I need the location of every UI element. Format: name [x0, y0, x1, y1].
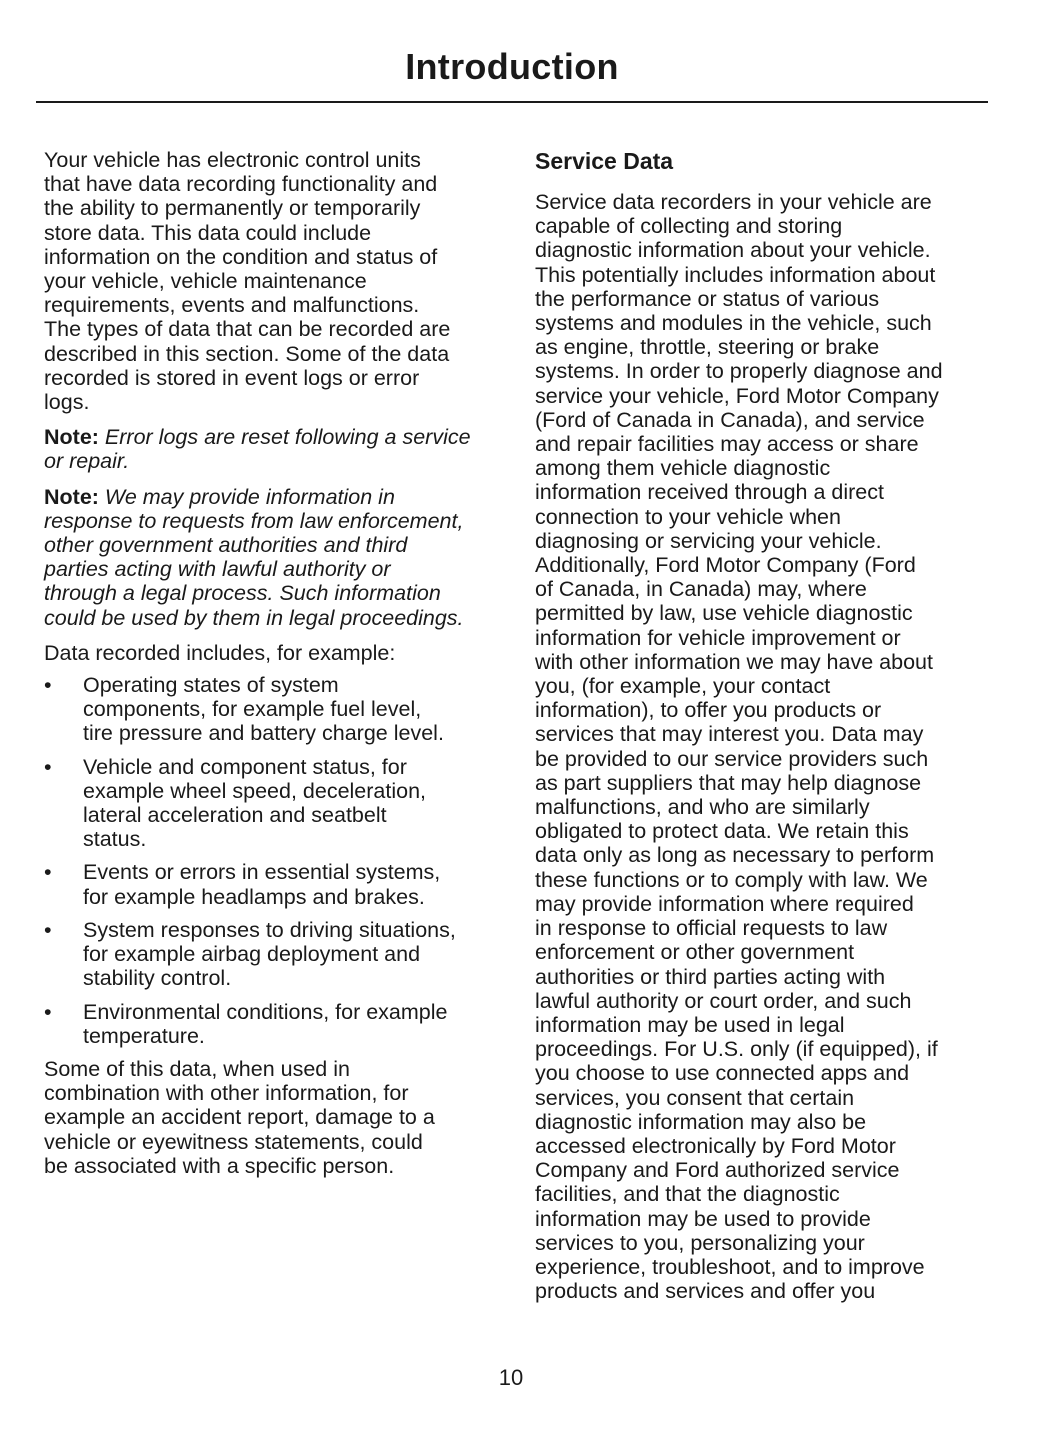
text-line: products and services and offer you	[535, 1279, 876, 1304]
text-line: (Ford of Canada in Canada), and service	[535, 407, 925, 432]
text-line: services that may interest you. Data may	[535, 722, 924, 747]
note-label: Note:	[44, 425, 99, 450]
text-line: systems and modules in the vehicle, such	[535, 311, 932, 336]
page-title: Introduction	[405, 46, 619, 87]
text-line: experience, troubleshoot, and to improve	[535, 1254, 925, 1279]
closing-paragraph	[44, 1057, 494, 1178]
text-line: stability control.	[83, 966, 232, 991]
text-line: Environmental conditions, for example	[83, 999, 448, 1024]
text-line: of Canada, in Canada) may, where	[535, 577, 867, 602]
text-line	[44, 485, 494, 509]
text-line: information received through a direct	[535, 480, 884, 505]
note-text: We may provide information in	[104, 484, 395, 509]
text-line: System responses to driving situations,	[83, 917, 456, 942]
note-text: Error logs are reset following a service	[104, 425, 471, 450]
text-line: could be used by them in legal proceedings.	[44, 605, 464, 630]
bullet-icon: •	[44, 999, 52, 1024]
text-line: requirements, events and malfunctions.	[44, 293, 420, 318]
text-line: accessed electronically by Ford Motor	[535, 1133, 896, 1158]
intro-paragraph	[44, 148, 494, 414]
list-intro: Data recorded includes, for example:	[44, 640, 396, 665]
text-line: components, for example fuel level,	[83, 697, 422, 722]
list-item	[44, 918, 494, 991]
text-line: information on the condition and status of	[44, 244, 438, 269]
text-line: enforcement or other government	[535, 940, 855, 965]
text-line: vehicle or eyewitness statements, could	[44, 1129, 423, 1154]
text-line: diagnostic information about your vehicle.	[535, 238, 931, 263]
text-line: status.	[83, 827, 147, 852]
bullet-icon: •	[44, 673, 52, 698]
text-line: data only as long as necessary to perform	[535, 843, 935, 868]
text-line: for example headlamps and brakes.	[83, 884, 425, 909]
text-line: other government authorities and third	[44, 533, 408, 558]
text-line: example an accident report, damage to a	[44, 1105, 435, 1130]
text-line: temperature.	[83, 1023, 205, 1048]
text-line: store data. This data could include	[44, 220, 372, 245]
text-line: in response to official requests to law	[535, 916, 888, 941]
text-line: the ability to permanently or temporarily	[44, 196, 421, 221]
text-line: through a legal process. Such information	[44, 581, 441, 606]
text-line: lateral acceleration and seatbelt	[83, 803, 387, 828]
text-line: diagnostic information may also be	[535, 1109, 867, 1134]
text-line: diagnosing or servicing your vehicle.	[535, 528, 882, 553]
text-line: Some of this data, when used in	[44, 1056, 350, 1081]
text-line: authorities or third parties acting with	[535, 964, 886, 989]
text-line: that have data recording functionality and	[44, 172, 438, 197]
list-item	[44, 673, 494, 746]
text-line: described in this section. Some of the data	[44, 341, 450, 366]
text-line: Vehicle and component status, for	[83, 754, 407, 779]
text-line: Company and Ford authorized service	[535, 1158, 900, 1183]
text-line: and repair facilities may access or share	[535, 432, 919, 457]
text-line: be provided to our service providers such	[535, 746, 929, 771]
section-heading-service-data: Service Data	[535, 148, 674, 174]
text-line: information for vehicle improvement or	[535, 625, 901, 650]
text-line: may provide information where required	[535, 891, 914, 916]
text-line: lawful authority or court order, and such	[535, 988, 912, 1013]
text-line: tire pressure and battery charge level.	[83, 721, 444, 746]
text-line: logs.	[44, 390, 90, 415]
text-line: Events or errors in essential systems,	[83, 860, 441, 885]
text-line: facilities, and that the diagnostic	[535, 1182, 840, 1207]
note-law-enforcement	[44, 485, 494, 630]
text-line: Operating states of system	[83, 673, 339, 698]
text-line: information may be used in legal	[535, 1012, 845, 1037]
data-recorded-list	[44, 673, 494, 1048]
text-line: connection to your vehicle when	[535, 504, 841, 529]
text-line: The types of data that can be recorded are	[44, 317, 451, 342]
note-label: Note:	[44, 484, 99, 509]
list-item	[44, 755, 494, 852]
text-line: parties acting with lawful authority or	[44, 557, 391, 582]
bullet-icon: •	[44, 860, 52, 885]
text-line: service your vehicle, Ford Motor Company	[535, 383, 939, 408]
text-line: these functions or to comply with law. We	[535, 867, 928, 892]
text-line: Your vehicle has electronic control units	[44, 148, 421, 172]
text-line: or repair.	[44, 449, 130, 474]
text-line: This potentially includes information about	[535, 262, 936, 287]
text-line: information), to offer you products or	[535, 698, 882, 723]
list-item	[44, 1000, 494, 1048]
note-error-logs	[44, 425, 494, 473]
text-line: be associated with a specific person.	[44, 1153, 395, 1178]
text-line: recorded is stored in event logs or error	[44, 365, 420, 390]
left-column	[44, 148, 494, 1189]
list-item	[44, 860, 494, 908]
text-line: response to requests from law enforcement,	[44, 508, 464, 533]
text-line: services to you, personalizing your	[535, 1230, 865, 1255]
text-line: combination with other information, for	[44, 1081, 409, 1106]
text-line: you choose to use connected apps and	[535, 1061, 910, 1086]
text-line: systems. In order to properly diagnose and	[535, 359, 943, 384]
right-column	[535, 148, 985, 1303]
text-line: for example airbag deployment and	[83, 942, 421, 967]
text-line: you, (for example, your contact	[535, 674, 831, 699]
text-line: services, you consent that certain	[535, 1085, 855, 1110]
page-number: 10	[498, 1365, 524, 1390]
text-line: information may be used to provide	[535, 1206, 871, 1231]
text-line: among them vehicle diagnostic	[535, 456, 831, 481]
text-line: proceedings. For U.S. only (if equipped), if	[535, 1037, 938, 1062]
text-line: as engine, throttle, steering or brake	[535, 335, 880, 360]
text-line: permitted by law, use vehicle diagnostic	[535, 601, 913, 626]
text-line	[44, 425, 494, 449]
text-line: Service data recorders in your vehicle are	[535, 190, 932, 214]
text-line: Additionally, Ford Motor Company (Ford	[535, 553, 916, 578]
bullet-icon: •	[44, 754, 52, 779]
bullet-icon: •	[44, 917, 52, 942]
service-data-paragraph	[535, 190, 985, 1303]
text-line: with other information we may have about	[535, 649, 933, 674]
text-line: as part suppliers that may help diagnose	[535, 770, 922, 795]
text-line: malfunctions, and who are similarly	[535, 795, 870, 820]
text-line: example wheel speed, deceleration,	[83, 778, 427, 803]
text-line: your vehicle, vehicle maintenance	[44, 269, 367, 294]
header-divider	[36, 101, 988, 103]
text-line: the performance or status of various	[535, 286, 880, 311]
text-line: obligated to protect data. We retain this	[535, 819, 909, 844]
text-line: capable of collecting and storing	[535, 214, 843, 239]
